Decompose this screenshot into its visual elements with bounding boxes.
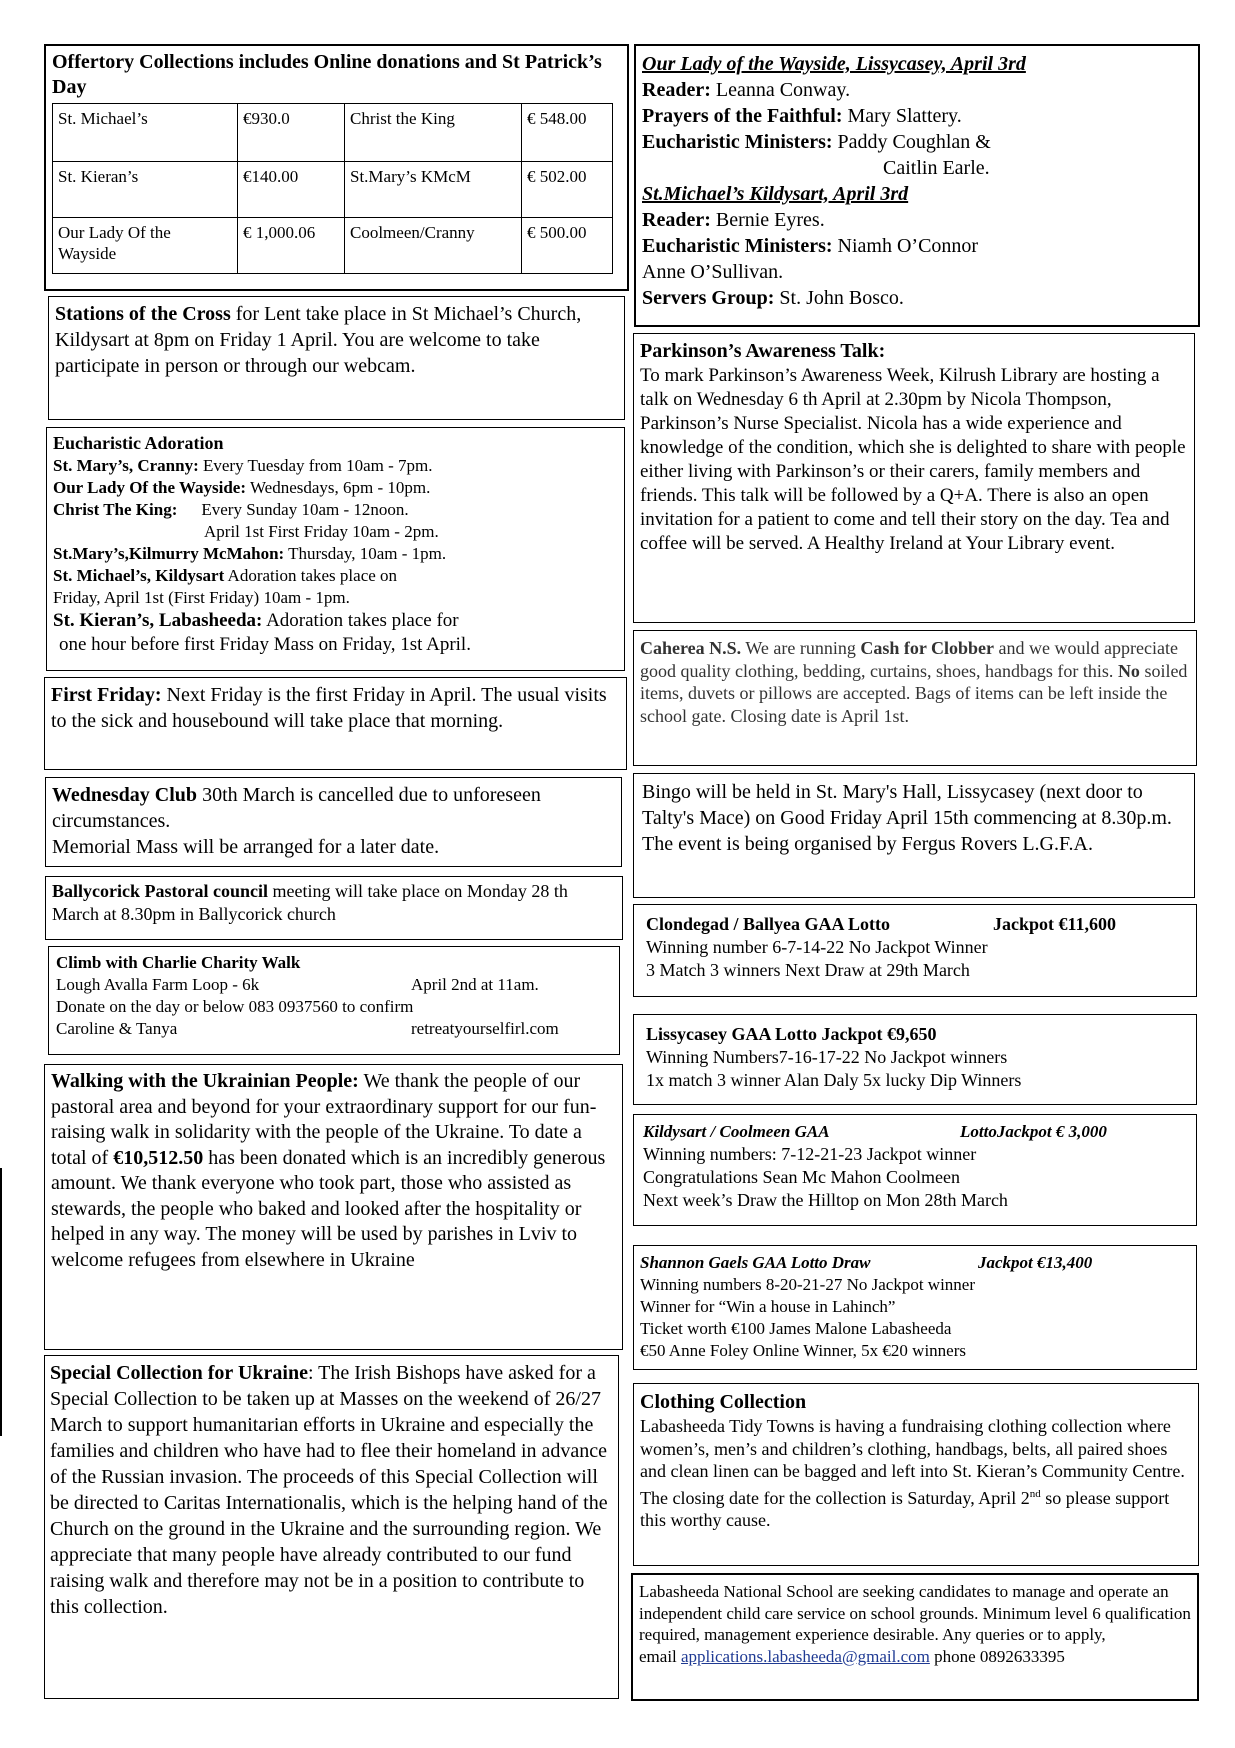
rota-section <box>634 44 1200 327</box>
parish-name: St.Mary’s KMcM <box>345 162 522 218</box>
adoration-line: Friday, April 1st (First Friday) 10am - 1pm. <box>53 588 350 607</box>
clondegad-jackpot: Jackpot €11,600 <box>993 914 1117 934</box>
parish-name: St. Michael’s <box>53 104 238 162</box>
ukraine-walk-amount: €10,512.50 <box>113 1146 204 1169</box>
table-row <box>53 104 613 162</box>
rota-line: Caitlin Earle. <box>883 157 990 179</box>
climb-line: Lough Avalla Farm Loop - 6k April 2nd at 11am. <box>56 975 539 994</box>
collection-amount: € 1,000.06 <box>238 218 345 274</box>
lotto-line: Next week’s Draw the Hilltop on Mon 28th March <box>643 1190 1008 1210</box>
lotto-line: Winning Numbers7-16-17-22 No Jackpot winners <box>646 1047 1008 1067</box>
table-row <box>53 218 613 274</box>
offertory-table <box>52 103 613 274</box>
bingo-text: Bingo will be held in St. Mary's Hall, Lissycasey (next door to Talty's Mace) on Good Friday April 15th commencing at 8.30p.m. The event is being organised by Fergus Rovers L.G.F.A. <box>642 781 1172 855</box>
adoration-title: Eucharistic Adoration <box>53 433 224 453</box>
first-friday-text: First Friday: Next Friday is the first Friday in April. The usual visits to the sick and housebound will take place that morning. <box>51 684 607 732</box>
wednesday-club-text: Wednesday Club 30th March is cancelled due to unforeseen circumstances. <box>52 784 541 832</box>
lissycasey-lotto <box>633 1014 1197 1105</box>
shannon-jackpot: Jackpot €13,400 <box>978 1253 1093 1272</box>
rota-line: Anne O’Sullivan. <box>642 261 784 283</box>
ukraine-walk-text: Walking with the Ukrainian People: We thank the people of our pastoral area and beyond for your extraordinary support for our fun-raising walk in solidarity with the people of the Ukraine. To date a total of €10,512.50 has been donated which is an incredibly generous amount. We thank everyone who took part, those who assisted as stewards, the people who baked and looked after the hospitality or helped in any way. The money will be used by parishes in Lviv to welcome refugees from elsewhere in Ukraine <box>51 1070 606 1271</box>
special-collection-notice <box>44 1355 619 1699</box>
clothing-title: Clothing Collection <box>640 1391 807 1413</box>
lotto-line: 1x match 3 winner Alan Daly 5x lucky Dip Winners <box>646 1070 1022 1090</box>
parkinsons-text: To mark Parkinson’s Awareness Week, Kilrush Library are hosting a talk on Wednesday 6 th April at 2.30pm by Nicola Thompson, Parkinson’s Nurse Specialist. Nicola has a wide experience and knowledge of the condition, which she is delighted to share with people either living with Parkinson’s or their carers, family members and friends. This talk will be followed by a Q+A. There is also an open invitation for a patient to come and tell their story on the day. Tea and coffee will be served. A Healthy Ireland at Your Library event. <box>640 365 1186 554</box>
collection-amount: € 500.00 <box>522 218 613 274</box>
margin-line <box>0 1168 2 1436</box>
rota-line: Reader: Bernie Eyres. <box>642 209 825 231</box>
stations-heading: Stations of the Cross <box>55 303 231 325</box>
caherea-notice <box>633 630 1197 766</box>
rota-line: Prayers of the Faithful: Mary Slattery. <box>642 105 962 127</box>
bingo-notice <box>633 773 1195 898</box>
ballycorick-text: Ballycorick Pastoral council meeting will take place on Monday 28 th March at 8.30pm in Ballycorick church <box>52 881 568 924</box>
stations-text: Stations of the Cross for Lent take place in St Michael’s Church, Kildysart at 8pm on Friday 1 April. You are welcome to take participate in person or through our webcam. <box>55 303 582 377</box>
clothing-notice <box>633 1383 1199 1566</box>
kildysart-jackpot: LottoJackpot € 3,000 <box>960 1122 1107 1141</box>
adoration-line: St. Kieran’s, Labasheeda: Adoration takes place for <box>53 610 459 631</box>
shannon-lotto <box>633 1245 1197 1370</box>
offertory-section <box>44 44 629 291</box>
adoration-line: Our Lady Of the Wayside: Wednesdays, 6pm - 10pm. <box>53 478 431 497</box>
adoration-line: St.Mary’s,Kilmurry McMahon: Thursday, 10am - 1pm. <box>53 544 447 563</box>
first-friday-notice <box>44 677 627 770</box>
kildysart-lotto <box>633 1114 1197 1226</box>
school-contact: email applications.labasheeda@gmail.com phone 0892633395 <box>639 1646 1065 1666</box>
special-collection-text: Special Collection for Ukraine: The Irish Bishops have asked for a Special Collection to be taken up at Masses on the weekend of 26/27 March to support humanitarian efforts in Ukraine and especially the families and children who have had to flee their homeland in advance of the Russian invasion. The proceeds of this Special Collection will be directed to Caritas Internationalis, which is the helping hand of the Church on the ground in the Ukraine and the surrounding region. We appreciate that many people have already contributed to our fund raising walk and therefore may not be in a position to contribute to this collection. <box>50 1362 608 1618</box>
first-friday-heading: First Friday: <box>51 684 162 706</box>
rota-line: Servers Group: St. John Bosco. <box>642 287 904 309</box>
adoration-line: St. Michael’s, Kildysart Adoration takes place on <box>53 566 398 585</box>
parish-name: Christ the King <box>345 104 522 162</box>
lotto-line: €50 Anne Foley Online Winner, 5x €20 winners <box>640 1341 967 1360</box>
climb-line: Caroline & Tanya retreatyourselfirl.com <box>56 1019 559 1038</box>
shannon-title: Shannon Gaels GAA Lotto Draw Jackpot €13,400 <box>640 1253 1093 1272</box>
lotto-line: Winning number 6-7-14-22 No Jackpot Winner <box>646 937 988 957</box>
lotto-line: 3 Match 3 winners Next Draw at 29th March <box>646 960 970 980</box>
adoration-notice <box>46 427 625 671</box>
adoration-line: St. Mary’s, Cranny: Every Tuesday from 10am - 7pm. <box>53 456 433 475</box>
rota-heading-kildysart: St.Michael’s Kildysart, April 3rd <box>642 183 909 205</box>
parkinsons-notice <box>633 333 1195 623</box>
clondegad-title: Clondegad / Ballyea GAA Lotto Jackpot €11,600 <box>646 914 1117 934</box>
parish-name: Our Lady Of the Wayside <box>53 218 238 274</box>
lotto-line: Congratulations Sean Mc Mahon Coolmeen <box>643 1167 960 1187</box>
ukraine-walk-notice <box>44 1064 623 1350</box>
lotto-line: Ticket worth €100 James Malone Labasheeda <box>640 1319 952 1338</box>
ballycorick-heading: Ballycorick Pastoral council <box>52 881 268 901</box>
offertory-title: Offertory Collections includes Online donations and St Patrick’s Day <box>52 51 602 98</box>
caherea-text: Caherea N.S. We are running Cash for Clobber and we would appreciate good quality clothing, bedding, curtains, shoes, handbags for this. No soiled items, duvets or pillows are accepted. Bags of items can be left inside the school gate. Closing date is April 1st. <box>640 638 1188 726</box>
parish-name: Coolmeen/Cranny <box>345 218 522 274</box>
lotto-line: Winning numbers 8-20-21-27 No Jackpot winner <box>640 1275 976 1294</box>
rota-line: Eucharistic Ministers: Paddy Coughlan & <box>642 131 991 153</box>
collection-amount: € 502.00 <box>522 162 613 218</box>
parkinsons-title: Parkinson’s Awareness Talk: <box>640 340 886 362</box>
collection-amount: €140.00 <box>238 162 345 218</box>
adoration-line: Christ The King: Every Sunday 10am - 12noon. <box>53 500 409 519</box>
kildysart-title: Kildysart / Coolmeen GAA LottoJackpot € 3,000 <box>643 1122 1107 1141</box>
adoration-line: April 1st First Friday 10am - 2pm. <box>204 522 439 541</box>
wednesday-club-heading: Wednesday Club <box>52 784 198 806</box>
climb-title: Climb with Charlie Charity Walk <box>56 953 301 972</box>
ballycorick-notice <box>45 876 623 940</box>
wednesday-club-line: Memorial Mass will be arranged for a later date. <box>52 836 440 858</box>
school-notice <box>631 1573 1199 1701</box>
lotto-line: Winner for “Win a house in Lahinch” <box>640 1297 896 1316</box>
school-text: Labasheeda National School are seeking candidates to manage and operate an independent child care service on school grounds. Minimum level 6 qualification required, management experience desirable. Any queries or to apply, <box>639 1582 1191 1644</box>
wednesday-club-notice <box>45 777 622 867</box>
climb-line: Donate on the day or below 083 0937560 to confirm <box>56 997 414 1016</box>
ukraine-walk-heading: Walking with the Ukrainian People: <box>51 1070 359 1092</box>
lissycasey-title: Lissycasey GAA Lotto Jackpot €9,650 <box>646 1024 937 1044</box>
climb-notice <box>48 946 620 1055</box>
email-link[interactable]: applications.labasheeda@gmail.com <box>681 1646 930 1666</box>
table-row <box>53 162 613 218</box>
collection-amount: €930.0 <box>238 104 345 162</box>
stations-notice <box>48 296 625 420</box>
clothing-text: Labasheeda Tidy Towns is having a fundraising clothing collection where women’s, men’s and children’s clothing, handbags, belts, all paired shoes and clean linen can be bagged and left into St. Kieran’s Community Centre. The closing date for the collection is Saturday, April 2nd so please support this worthy cause. <box>640 1416 1185 1530</box>
special-collection-heading: Special Collection for Ukraine <box>50 1362 308 1384</box>
rota-heading-wayside: Our Lady of the Wayside, Lissycasey, April 3rd <box>642 53 1026 75</box>
lotto-line: Winning numbers: 7-12-21-23 Jackpot winner <box>643 1144 977 1164</box>
parish-name: St. Kieran’s <box>53 162 238 218</box>
collection-amount: € 548.00 <box>522 104 613 162</box>
adoration-line: one hour before first Friday Mass on Friday, 1st April. <box>59 634 471 655</box>
rota-line: Reader: Leanna Conway. <box>642 79 851 101</box>
rota-line: Eucharistic Ministers: Niamh O’Connor <box>642 235 979 257</box>
clondegad-lotto <box>633 904 1197 997</box>
